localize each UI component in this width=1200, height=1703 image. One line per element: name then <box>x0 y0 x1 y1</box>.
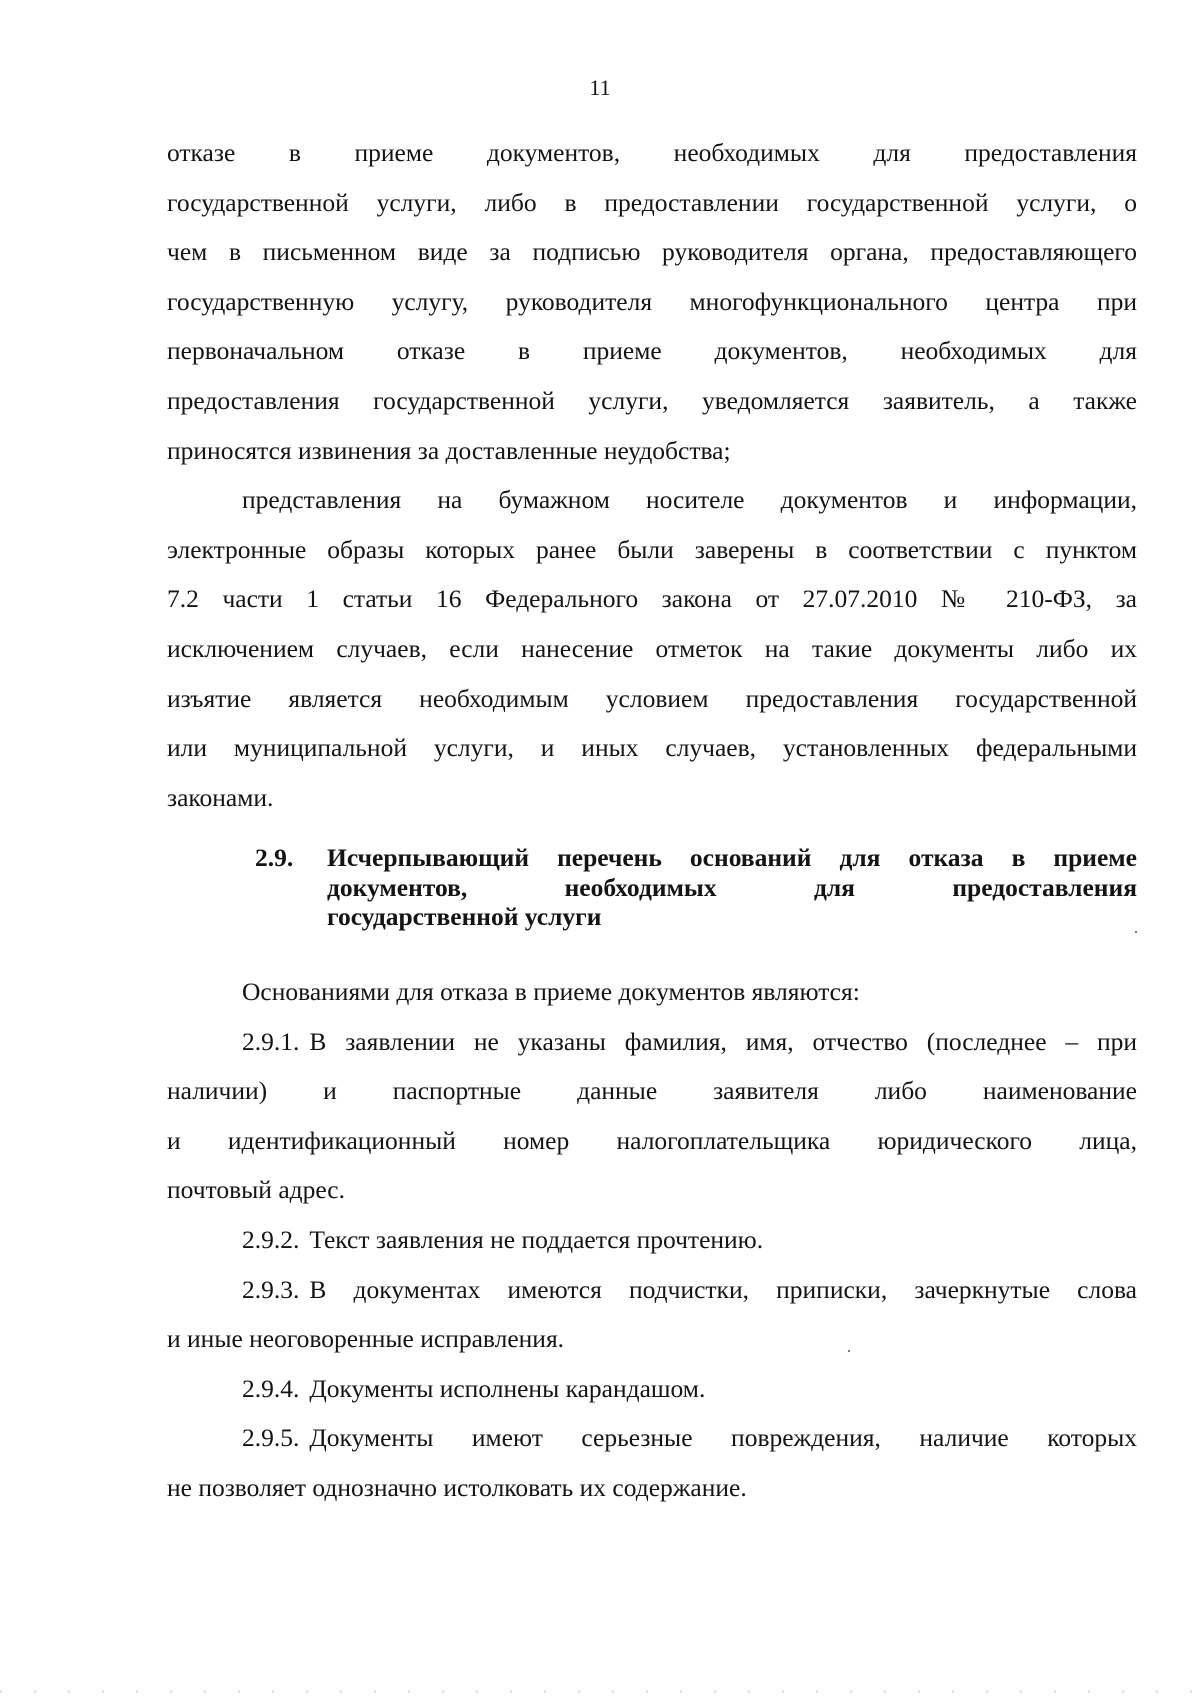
text-line <box>167 1364 1137 1414</box>
text-line: законами. <box>167 782 274 812</box>
item-number: 2.9.3. <box>242 1274 300 1304</box>
text-line <box>167 1017 1137 1067</box>
section-lead <box>167 967 1137 1017</box>
text-line: 7.2 части 1 статьи 16 Федерального закона от 27.07.2010 № 210-ФЗ, за <box>167 584 1137 614</box>
text-line: не позволяет однозначно истолковать их содержание. <box>167 1472 747 1502</box>
section-title <box>327 843 1137 932</box>
section-title-line: государственной услуги <box>327 902 602 931</box>
list-item <box>167 1017 1137 1215</box>
text-line: почтовый адрес. <box>167 1175 346 1205</box>
text-line: или муниципальной услуги, и иных случаев, установленных федеральными <box>167 733 1137 763</box>
text-line: первоначальном отказе в приеме документов, необходимых для <box>167 336 1137 366</box>
item-text: Текст заявления не поддается прочтению. <box>309 1224 764 1254</box>
text-line: государственную услугу, руководителя многофункционального центра при <box>167 286 1137 316</box>
item-text: Документы имеют серьезные повреждения, наличие которых <box>309 1423 1137 1453</box>
item-number: 2.9.5. <box>242 1423 300 1453</box>
text-line: и иные неоговоренные исправления. <box>167 1324 565 1354</box>
section-heading <box>255 843 1137 932</box>
section-body <box>167 967 1137 1513</box>
body-text <box>167 128 1137 822</box>
item-number: 2.9.1. <box>242 1026 300 1056</box>
section-title-line: документов, необходимых для предоставления <box>327 872 1137 902</box>
scan-speck <box>1135 931 1137 933</box>
text-line <box>167 1413 1137 1463</box>
text-line: изъятие является необходимым условием предоставления государственной <box>167 683 1137 713</box>
text-line: наличии) и паспортные данные заявителя либо наименование <box>167 1076 1137 1106</box>
scan-speck <box>848 1350 850 1352</box>
text-line: исключением случаев, если нанесение отметок на такие документы либо их <box>167 633 1137 663</box>
list-item <box>167 1364 1137 1414</box>
list-item <box>167 1215 1137 1265</box>
list-item <box>167 1265 1137 1364</box>
text-line: приносятся извинения за доставленные неудобства; <box>167 435 731 465</box>
text-line: предоставления государственной услуги, уведомляется заявитель, а также <box>167 385 1137 415</box>
text-line <box>167 1265 1137 1315</box>
item-text: Документы исполнены карандашом. <box>309 1373 706 1403</box>
section-number: 2.9. <box>255 843 294 872</box>
item-text: В заявлении не указаны фамилия, имя, отчество (последнее – при <box>309 1026 1137 1056</box>
text-line: Основаниями для отказа в приеме документов являются: <box>242 977 860 1006</box>
text-line: и идентификационный номер налогоплательщика юридического лица, <box>167 1125 1137 1155</box>
text-line: отказе в приеме документов, необходимых для предоставления <box>167 138 1137 167</box>
text-line: государственной услуги, либо в предоставлении государственной услуги, о <box>167 187 1137 217</box>
item-number: 2.9.4. <box>242 1373 300 1403</box>
section-title-line: Исчерпывающий перечень оснований для отказа в приеме <box>327 843 1137 872</box>
list-item <box>167 1413 1137 1512</box>
page-number: 11 <box>589 75 611 100</box>
text-line: чем в письменном виде за подписью руководителя органа, предоставляющего <box>167 237 1137 267</box>
intro-paragraph <box>167 128 1137 475</box>
scan-edge-noise <box>0 1690 1200 1693</box>
text-line <box>167 1215 1137 1265</box>
item-number: 2.9.2. <box>242 1224 300 1254</box>
item-text: В документах имеются подчистки, приписки, зачеркнутые слова <box>309 1274 1137 1304</box>
text-line: электронные образы которых ранее были заверены в соответствии с пунктом <box>167 534 1137 564</box>
text-line: представления на бумажном носителе документов и информации, <box>242 485 1137 515</box>
second-paragraph <box>167 475 1137 822</box>
